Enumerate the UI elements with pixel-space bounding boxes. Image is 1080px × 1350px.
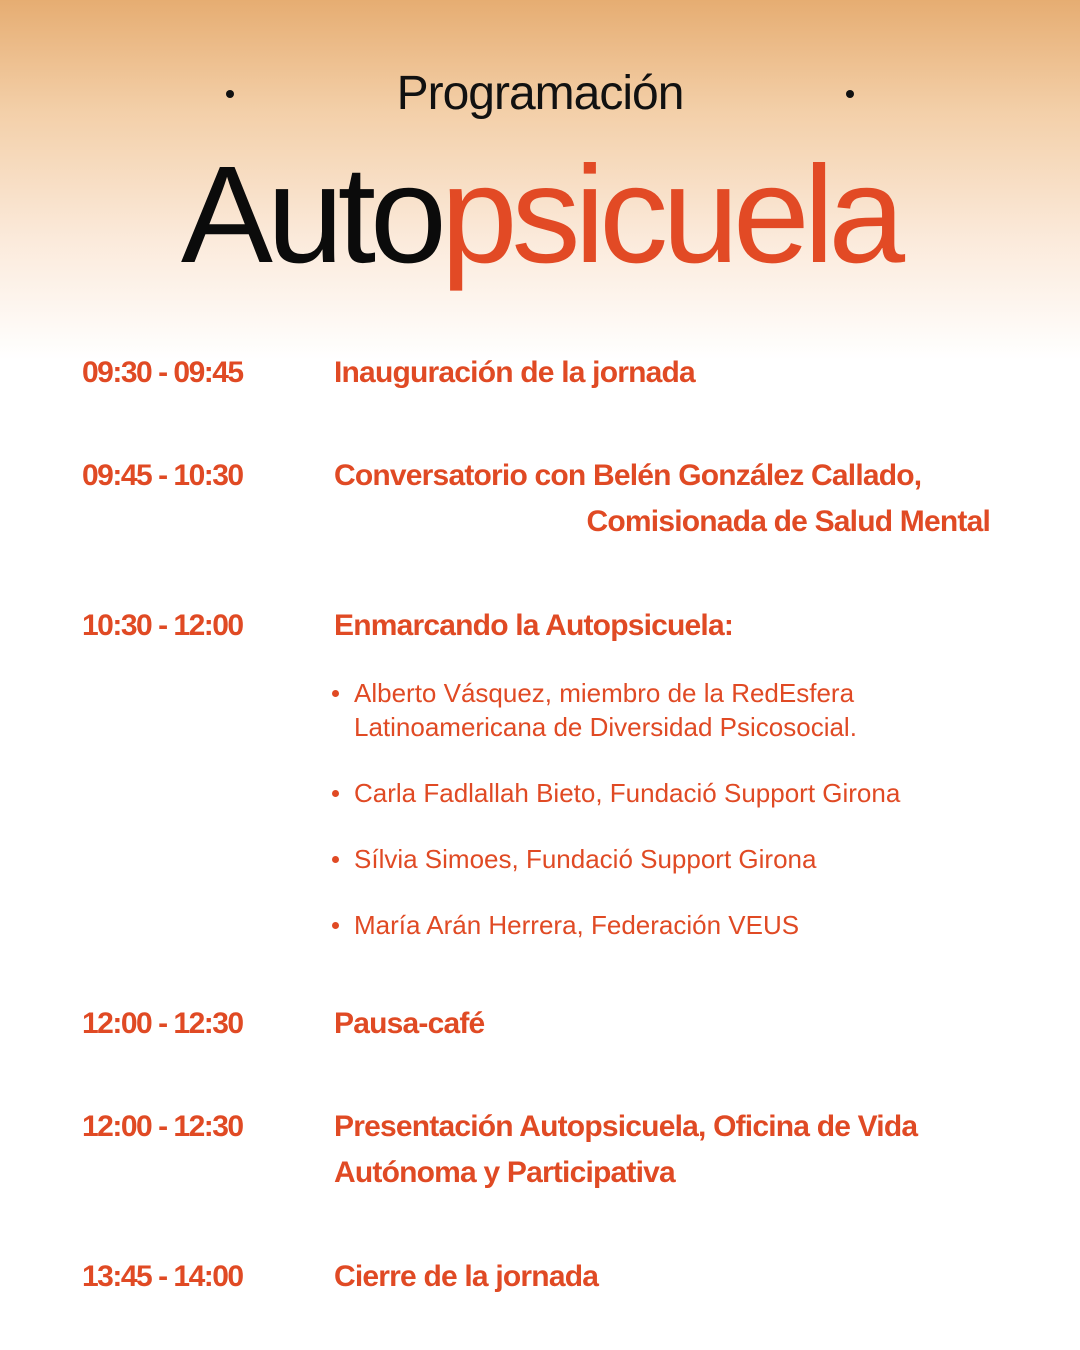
schedule-time: 12:00 - 12:30 bbox=[82, 1110, 243, 1143]
schedule-time: 13:45 - 14:00 bbox=[82, 1260, 243, 1293]
speaker-line: María Arán Herrera, Federación VEUS bbox=[354, 910, 800, 940]
schedule-title: Enmarcando la Autopsicuela: bbox=[334, 609, 734, 642]
schedule-time: 12:00 - 12:30 bbox=[82, 1007, 243, 1040]
schedule-title: Pausa-café bbox=[334, 1007, 485, 1040]
schedule-time: 10:30 - 12:00 bbox=[82, 609, 243, 642]
schedule-title-line: Conversatorio con Belén González Callado, bbox=[334, 459, 922, 492]
bullet-icon bbox=[332, 690, 339, 697]
speaker-list bbox=[332, 676, 1032, 974]
speaker-line: Alberto Vásquez, miembro de la RedEsfera bbox=[354, 678, 855, 708]
page-subtitle: Programación bbox=[396, 67, 684, 120]
title-part-accent: psicuela bbox=[440, 138, 900, 292]
speaker-line: Latinoamericana de Diversidad Psicosocial. bbox=[354, 712, 857, 742]
speaker-item bbox=[332, 908, 1032, 942]
schedule-title-line: Presentación Autopsicuela, Oficina de Vida bbox=[334, 1110, 918, 1143]
schedule-title: Cierre de la jornada bbox=[334, 1260, 599, 1293]
schedule-time: 09:30 - 09:45 bbox=[82, 356, 243, 389]
page-title bbox=[0, 140, 1080, 290]
schedule-time: 09:45 - 10:30 bbox=[82, 459, 243, 492]
bullet-icon bbox=[332, 922, 339, 929]
bullet-icon bbox=[332, 856, 339, 863]
speaker-item bbox=[332, 676, 1032, 744]
schedule-title-line: Comisionada de Salud Mental bbox=[586, 505, 990, 538]
title-part-dark: Auto bbox=[180, 138, 441, 292]
speaker-item bbox=[332, 842, 1032, 876]
schedule-title: Inauguración de la jornada bbox=[334, 356, 695, 389]
speaker-line: Sílvia Simoes, Fundació Support Girona bbox=[354, 844, 817, 874]
schedule-title-line: Autónoma y Participativa bbox=[334, 1156, 675, 1189]
bullet-icon bbox=[332, 790, 339, 797]
speaker-item bbox=[332, 776, 1032, 810]
speaker-line: Carla Fadlallah Bieto, Fundació Support Girona bbox=[354, 778, 901, 808]
